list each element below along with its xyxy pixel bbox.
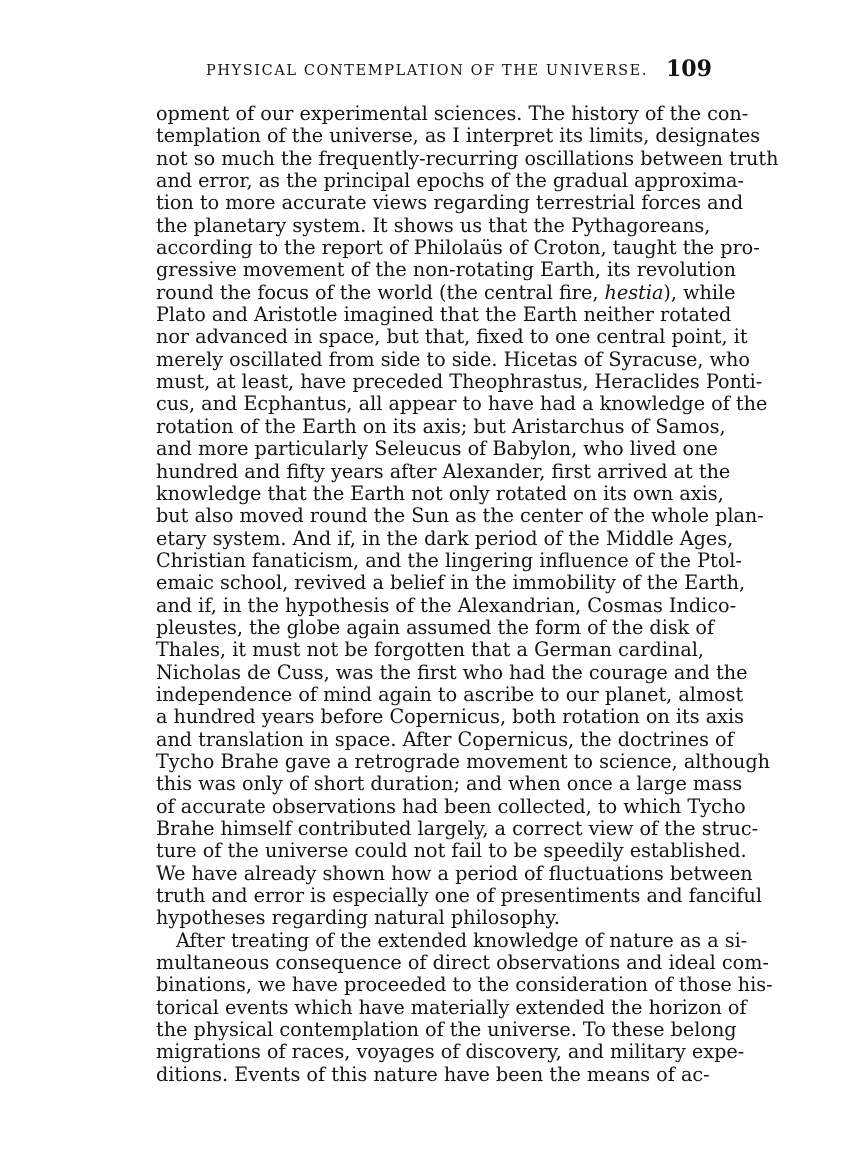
text-line: cus, and Ecphantus, all appear to have had a knowledge of the: [156, 392, 768, 416]
text-line: hundred and fifty years after Alexander, first arrived at the: [156, 459, 731, 483]
text-line: nor advanced in space, but that, fixed to one central point, it: [156, 325, 748, 349]
text-line: according to the report of Philolaüs of Croton, taught the pro-: [156, 236, 760, 260]
text-line: Christian fanaticism, and the lingering influence of the Ptol-: [156, 548, 742, 572]
text-line: and translation in space. After Copernicus, the doctrines of: [156, 727, 734, 751]
page-number: 109: [666, 56, 712, 82]
text-line: of accurate observations had been collected, to which Tycho: [156, 794, 746, 818]
text-line: gressive movement of the non-rotating Earth, its revolution: [156, 258, 736, 282]
text-line: Nicholas de Cuss, was the first who had the courage and the: [156, 660, 748, 684]
text-line: the planetary system. It shows us that the Pythagoreans,: [156, 213, 711, 237]
text-line: tion to more accurate views regarding terrestrial forces and: [156, 191, 744, 215]
text-line: Thales, it must not be forgotten that a German cardinal,: [156, 638, 704, 662]
text-line: the physical contemplation of the universe. To these belong: [156, 1018, 737, 1042]
text-line: not so much the frequently-recurring oscillations between truth: [156, 146, 779, 170]
text-line: knowledge that the Earth not only rotated on its own axis,: [156, 481, 724, 505]
text-line: pleustes, the globe again assumed the form of the disk of: [156, 615, 715, 639]
running-head: PHYSICAL CONTEMPLATION OF THE UNIVERSE.: [206, 63, 649, 79]
text-line: rotation of the Earth on its axis; but Aristarchus of Samos,: [156, 414, 726, 438]
text-line: and if, in the hypothesis of the Alexandrian, Cosmas Indico-: [156, 593, 737, 617]
text-line: but also moved round the Sun as the center of the whole plan-: [156, 504, 764, 528]
text-line: ditions. Events of this nature have been the means of ac-: [156, 1062, 710, 1086]
text-line: merely oscillated from side to side. Hicetas of Syracuse, who: [156, 347, 750, 371]
text-line: binations, we have proceeded to the consideration of those his-: [156, 973, 773, 997]
text-line: After treating of the extended knowledge of nature as a si-: [176, 928, 748, 952]
text-line: torical events which have materially extended the horizon of: [156, 995, 747, 1019]
text-line: independence of mind again to ascribe to our planet, almost: [156, 682, 744, 706]
text-line: and error, as the principal epochs of the gradual approxima-: [156, 169, 744, 193]
text-line: this was only of short duration; and when once a large mass: [156, 772, 743, 796]
text-line: migrations of races, voyages of discovery, and military expe-: [156, 1040, 745, 1064]
text-line: Plato and Aristotle imagined that the Earth neither rotated: [156, 303, 732, 327]
text-line: We have already shown how a period of fluctuations between: [156, 861, 753, 885]
text-line: multaneous consequence of direct observations and ideal com-: [156, 951, 769, 975]
text-line: emaic school, revived a belief in the immobility of the Earth,: [156, 571, 746, 595]
body-text: [156, 102, 779, 1086]
text-line: truth and error is especially one of presentiments and fanciful: [156, 884, 763, 908]
text-line: templation of the universe, as I interpret its limits, designates: [156, 124, 761, 148]
text-line: opment of our experimental sciences. The history of the con-: [156, 102, 749, 125]
text-line: round the focus of the world (the central fire, hestia), while: [156, 280, 736, 304]
text-line: a hundred years before Copernicus, both rotation on its axis: [156, 705, 744, 729]
text-line: Brahe himself contributed largely, a correct view of the struc-: [156, 817, 759, 840]
text-line: etary system. And if, in the dark period of the Middle Ages,: [156, 526, 734, 550]
text-line: Tycho Brahe gave a retrograde movement to science, although: [156, 749, 771, 773]
text-line: and more particularly Seleucus of Babylon, who lived one: [156, 437, 718, 461]
text-line: hypotheses regarding natural philosophy.: [156, 906, 560, 930]
text-line: must, at least, have preceded Theophrastus, Heraclides Ponti-: [156, 370, 763, 394]
text-line: ture of the universe could not fail to be speedily established.: [156, 839, 747, 863]
